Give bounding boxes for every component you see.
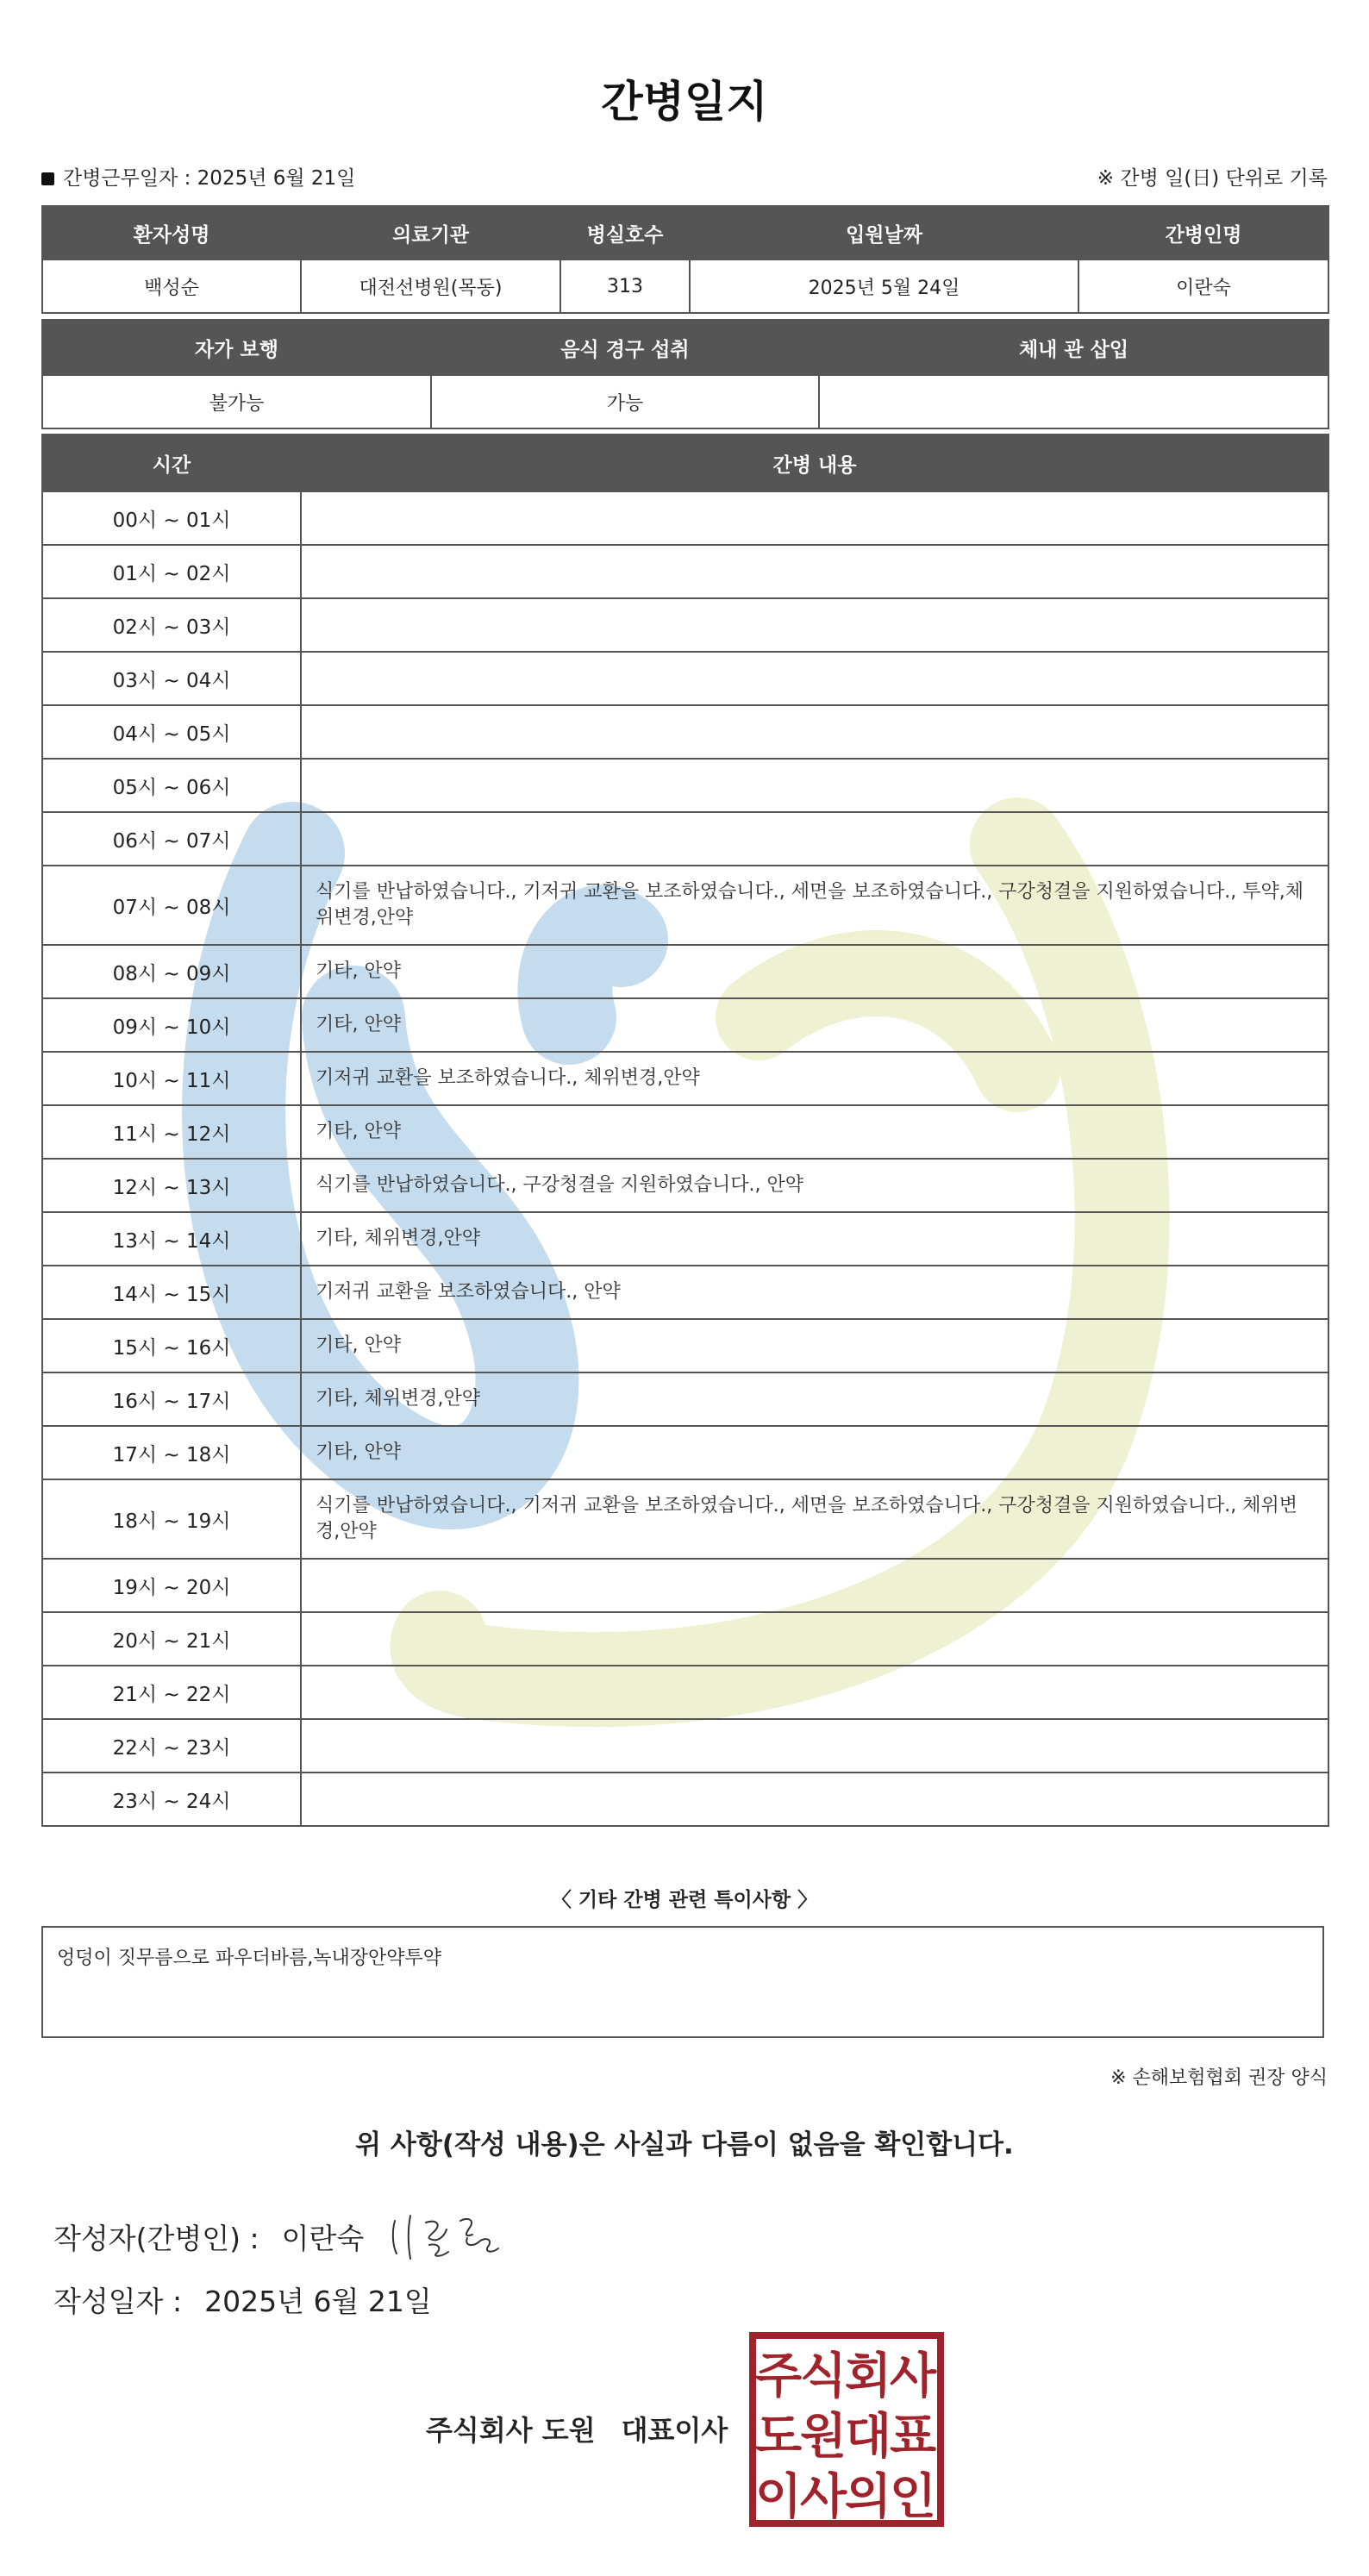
log-row xyxy=(42,1266,1328,1319)
admit-date: 2025년 5월 24일 xyxy=(690,259,1078,313)
log-time: 14시 ~ 15시 xyxy=(42,1266,301,1319)
log-content: 기저귀 교환을 보조하였습니다., 안약 xyxy=(301,1266,1328,1319)
log-row xyxy=(42,1559,1328,1612)
seal-glyph: 표 xyxy=(889,2409,937,2465)
seal-glyph: 의 xyxy=(844,2469,892,2525)
log-time: 01시 ~ 02시 xyxy=(42,545,301,598)
log-time: 00시 ~ 01시 xyxy=(42,491,301,545)
log-time: 19시 ~ 20시 xyxy=(42,1559,301,1612)
signature xyxy=(384,2204,522,2264)
header-tube: 체내 관 삽입 xyxy=(819,320,1328,375)
log-row xyxy=(42,759,1328,812)
log-row xyxy=(42,1105,1328,1159)
header-room: 병실호수 xyxy=(560,206,690,259)
log-row xyxy=(42,1612,1328,1666)
log-content xyxy=(301,1666,1328,1719)
header-admit-date: 입원날짜 xyxy=(690,206,1078,259)
writer-name: 이란숙 xyxy=(281,2222,365,2255)
header-hospital: 의료기관 xyxy=(301,206,560,259)
seal-glyph: 사 xyxy=(799,2469,847,2525)
log-content xyxy=(301,491,1328,545)
log-time: 17시 ~ 18시 xyxy=(42,1426,301,1479)
log-time: 15시 ~ 16시 xyxy=(42,1319,301,1372)
log-time: 10시 ~ 11시 xyxy=(42,1052,301,1105)
log-content xyxy=(301,1559,1328,1612)
seal-glyph: 회 xyxy=(844,2348,892,2404)
unit-note: ※ 간병 일(日) 단위로 기록 xyxy=(1097,167,1328,190)
header-time: 시간 xyxy=(42,435,301,491)
log-content: 식기를 반납하였습니다., 기저귀 교환을 보조하였습니다., 세면을 보조하였습니다., 구강청결을 지원하였습니다., 투약,체위변경,안약 xyxy=(301,866,1328,945)
bullet-square-icon xyxy=(41,172,54,185)
representative-title: 대표이사 xyxy=(621,2414,728,2447)
seal-glyph: 도 xyxy=(754,2409,803,2465)
log-row xyxy=(42,1052,1328,1105)
log-content: 식기를 반납하였습니다., 구강청결을 지원하였습니다., 안약 xyxy=(301,1159,1328,1212)
log-content: 기타, 체위변경,안약 xyxy=(301,1212,1328,1266)
status-table xyxy=(41,319,1329,429)
log-content xyxy=(301,759,1328,812)
seal-glyph: 이 xyxy=(754,2469,803,2525)
log-content xyxy=(301,598,1328,652)
log-time: 05시 ~ 06시 xyxy=(42,759,301,812)
log-time: 18시 ~ 19시 xyxy=(42,1479,301,1559)
log-content: 기타, 안약 xyxy=(301,945,1328,998)
walking-status: 불가능 xyxy=(42,375,431,428)
seal-glyph: 식 xyxy=(799,2348,847,2404)
log-time: 07시 ~ 08시 xyxy=(42,866,301,945)
oral-intake-status: 가능 xyxy=(431,375,819,428)
log-row xyxy=(42,652,1328,705)
room-number: 313 xyxy=(560,259,690,313)
log-content xyxy=(301,812,1328,866)
log-content: 기타, 안약 xyxy=(301,1105,1328,1159)
seal-glyph: 원 xyxy=(799,2409,847,2465)
log-time: 04시 ~ 05시 xyxy=(42,705,301,759)
log-time: 12시 ~ 13시 xyxy=(42,1159,301,1212)
date-value: 2025년 6월 21일 xyxy=(204,2285,432,2318)
work-date-label: 간병근무일자 : 2025년 6월 21일 xyxy=(63,167,356,190)
kia-note: ※ 손해보험협회 권장 양식 xyxy=(1110,2067,1328,2089)
confirm-statement: 위 사항(작성 내용)은 사실과 다름이 없음을 확인합니다. xyxy=(355,2129,1014,2160)
special-notes-title: 〈 기타 간병 관련 특이사항 〉 xyxy=(551,1889,818,1911)
log-time: 02시 ~ 03시 xyxy=(42,598,301,652)
date-label: 작성일자 : xyxy=(53,2285,183,2318)
log-time: 06시 ~ 07시 xyxy=(42,812,301,866)
log-content: 기타, 체위변경,안약 xyxy=(301,1372,1328,1426)
log-row xyxy=(42,866,1328,945)
log-row xyxy=(42,545,1328,598)
log-time: 20시 ~ 21시 xyxy=(42,1612,301,1666)
log-content xyxy=(301,1773,1328,1826)
special-notes-box: 엉덩이 짓무름으로 파우더바름,녹내장안약투약 xyxy=(41,1926,1324,2038)
log-content: 기타, 안약 xyxy=(301,998,1328,1052)
log-row xyxy=(42,598,1328,652)
log-row xyxy=(42,1666,1328,1719)
log-content: 식기를 반납하였습니다., 기저귀 교환을 보조하였습니다., 세면을 보조하였습니다., 구강청결을 지원하였습니다., 체위변경,안약 xyxy=(301,1479,1328,1559)
header-caregiver: 간병인명 xyxy=(1078,206,1328,259)
log-time: 08시 ~ 09시 xyxy=(42,945,301,998)
log-row xyxy=(42,491,1328,545)
header-patient-name: 환자성명 xyxy=(42,206,301,259)
care-log-table xyxy=(41,434,1329,1827)
caregiver-name: 이란숙 xyxy=(1078,259,1328,313)
patient-table xyxy=(41,205,1329,314)
header-oral-intake: 음식 경구 섭취 xyxy=(431,320,819,375)
hospital: 대전선병원(목동) xyxy=(301,259,560,313)
log-row xyxy=(42,812,1328,866)
log-row xyxy=(42,1719,1328,1773)
log-content xyxy=(301,652,1328,705)
log-time: 22시 ~ 23시 xyxy=(42,1719,301,1773)
log-time: 21시 ~ 22시 xyxy=(42,1666,301,1719)
log-row xyxy=(42,1372,1328,1426)
log-content: 기저귀 교환을 보조하였습니다., 체위변경,안약 xyxy=(301,1052,1328,1105)
log-row xyxy=(42,705,1328,759)
log-time: 23시 ~ 24시 xyxy=(42,1773,301,1826)
writer-line xyxy=(53,2216,364,2257)
company-seal xyxy=(749,2332,944,2527)
seal-glyph: 인 xyxy=(889,2469,937,2525)
patient-name: 백성순 xyxy=(42,259,301,313)
log-time: 11시 ~ 12시 xyxy=(42,1105,301,1159)
work-date xyxy=(41,162,355,191)
seal-glyph: 주 xyxy=(754,2348,803,2404)
log-row xyxy=(42,998,1328,1052)
company-line xyxy=(426,2409,728,2448)
log-content xyxy=(301,1719,1328,1773)
log-time: 09시 ~ 10시 xyxy=(42,998,301,1052)
log-row xyxy=(42,945,1328,998)
log-content: 기타, 안약 xyxy=(301,1319,1328,1372)
log-time: 16시 ~ 17시 xyxy=(42,1372,301,1426)
log-content xyxy=(301,545,1328,598)
date-line xyxy=(53,2279,432,2320)
company-name: 주식회사 도원 xyxy=(426,2414,596,2447)
log-row xyxy=(42,1212,1328,1266)
header-walking: 자가 보행 xyxy=(42,320,431,375)
log-row xyxy=(42,1479,1328,1559)
log-row xyxy=(42,1159,1328,1212)
log-content: 기타, 안약 xyxy=(301,1426,1328,1479)
seal-glyph: 대 xyxy=(844,2409,892,2465)
log-row xyxy=(42,1773,1328,1826)
log-time: 03시 ~ 04시 xyxy=(42,652,301,705)
log-time: 13시 ~ 14시 xyxy=(42,1212,301,1266)
log-row xyxy=(42,1426,1328,1479)
seal-glyph: 사 xyxy=(889,2348,937,2404)
writer-label: 작성자(간병인) : xyxy=(53,2222,259,2255)
log-content xyxy=(301,1612,1328,1666)
header-care-content: 간병 내용 xyxy=(301,435,1328,491)
page-title: 간병일지 xyxy=(601,77,768,127)
log-row xyxy=(42,1319,1328,1372)
tube-status xyxy=(819,375,1328,428)
log-content xyxy=(301,705,1328,759)
